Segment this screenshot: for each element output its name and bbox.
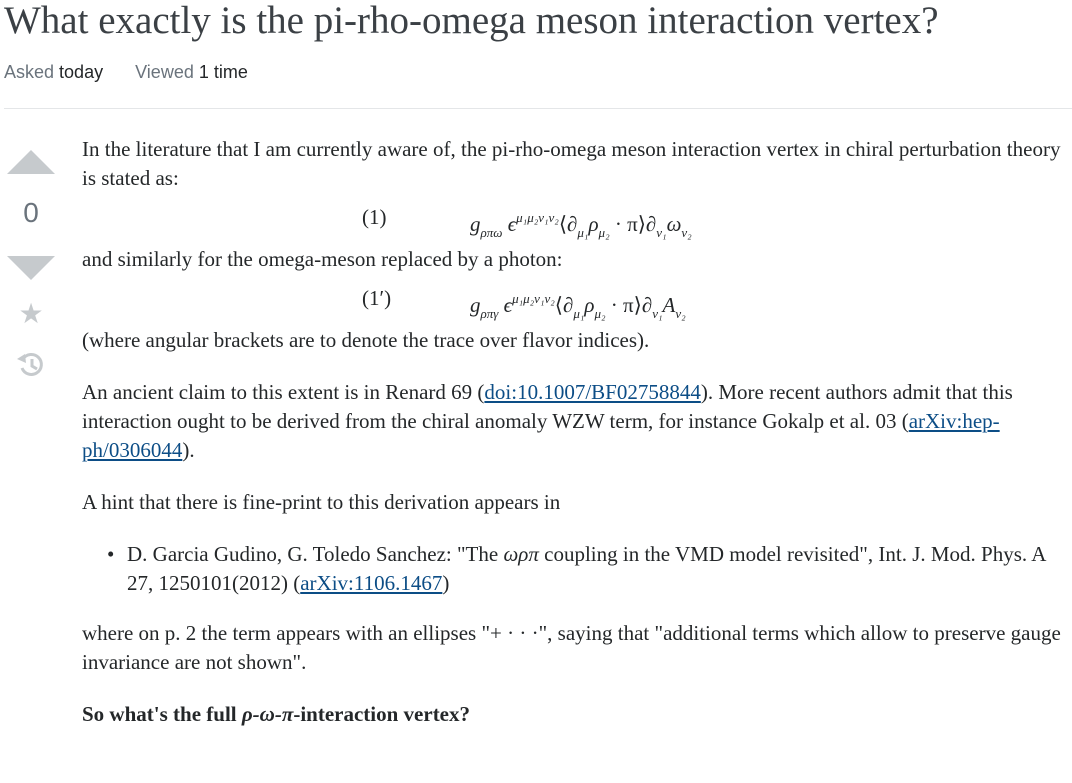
question-body: [82, 135, 1064, 729]
asked-value: today: [59, 62, 104, 82]
equation-2-math: $g_{\rho\pi\gamma}$ $\epsilon^{\mu_1\mu_2\nu_1\nu_2}⟨\partial_{\mu_1}\rho_{\mu_2}$ · $\pi⟩\partial_{\nu_1}A_{\nu_2}$: [470, 291, 686, 321]
question-title[interactable]: What exactly is the pi-rho-omega meson interaction vertex?: [4, 0, 939, 42]
arxiv-link-gokalp[interactable]: arXiv:hep-ph/0306044: [82, 409, 1000, 462]
paragraph-photon: and similarly for the omega-meson replaced by a photon:: [82, 247, 563, 271]
favorite-star-icon[interactable]: ★: [18, 297, 44, 330]
list-item: • D. Garcia Gudino, G. Toledo Sanchez: "The ωρπ coupling in the VMD model revisited", Int. J. Mod. Phys. A 27, 1250101(2012) (arXiv:1106.1467): [127, 540, 1064, 598]
paragraph-hint: A hint that there is fine-print to this derivation appears in: [82, 490, 561, 514]
paragraph-brackets: (where angular brackets are to denote the trace over flavor indices).: [82, 328, 650, 352]
paragraph-intro: In the literature that I am currently aware of, the pi-rho-omega meson interaction vertex in chiral perturbation theory is stated as:: [82, 137, 1061, 190]
vote-count: 0: [23, 197, 39, 228]
doi-link[interactable]: doi:10.1007/BF02758844: [484, 380, 701, 404]
paragraph-question: So what's the full ρ-ω-π-interaction vertex?: [82, 702, 471, 726]
equation-2-tag: (1′): [362, 286, 392, 310]
equation-2: [82, 274, 1064, 326]
history-icon[interactable]: [16, 350, 46, 380]
asked-label: Asked: [4, 62, 55, 82]
paragraph-ellipses: where on p. 2 the term appears with an ellipses "+ · · ·", saying that "additional terms which allow to preserve gauge invariance are not shown".: [82, 621, 1061, 674]
equation-1-tag: (1): [362, 205, 387, 229]
question-meta: [4, 61, 248, 83]
equation-1: [82, 193, 1064, 245]
paragraph-renard: An ancient claim to this extent is in Renard 69 (doi:10.1007/BF02758844). More recent authors admit that this interaction ought to be derived from the chiral anomaly WZW term, for instance Gokalp et al. 03 (arXiv:hep-ph/0306044).: [82, 380, 1013, 462]
viewed-label: Viewed: [135, 62, 194, 82]
reference-list: [82, 540, 1064, 598]
viewed-value: 1 time: [198, 62, 248, 82]
upvote-icon[interactable]: [7, 150, 55, 174]
arxiv-link-garcia[interactable]: arXiv:1106.1467: [300, 571, 443, 595]
downvote-icon[interactable]: [7, 256, 55, 280]
equation-1-math: $g_{\rho\pi\omega}$ $\epsilon^{\mu_1\mu_2\nu_1\nu_2}⟨\partial_{\mu_1}\rho_{\mu_2}$ · $\pi⟩\partial_{\nu_1}\omega_{\nu_2}$: [470, 210, 692, 240]
header-divider: [4, 108, 1072, 109]
